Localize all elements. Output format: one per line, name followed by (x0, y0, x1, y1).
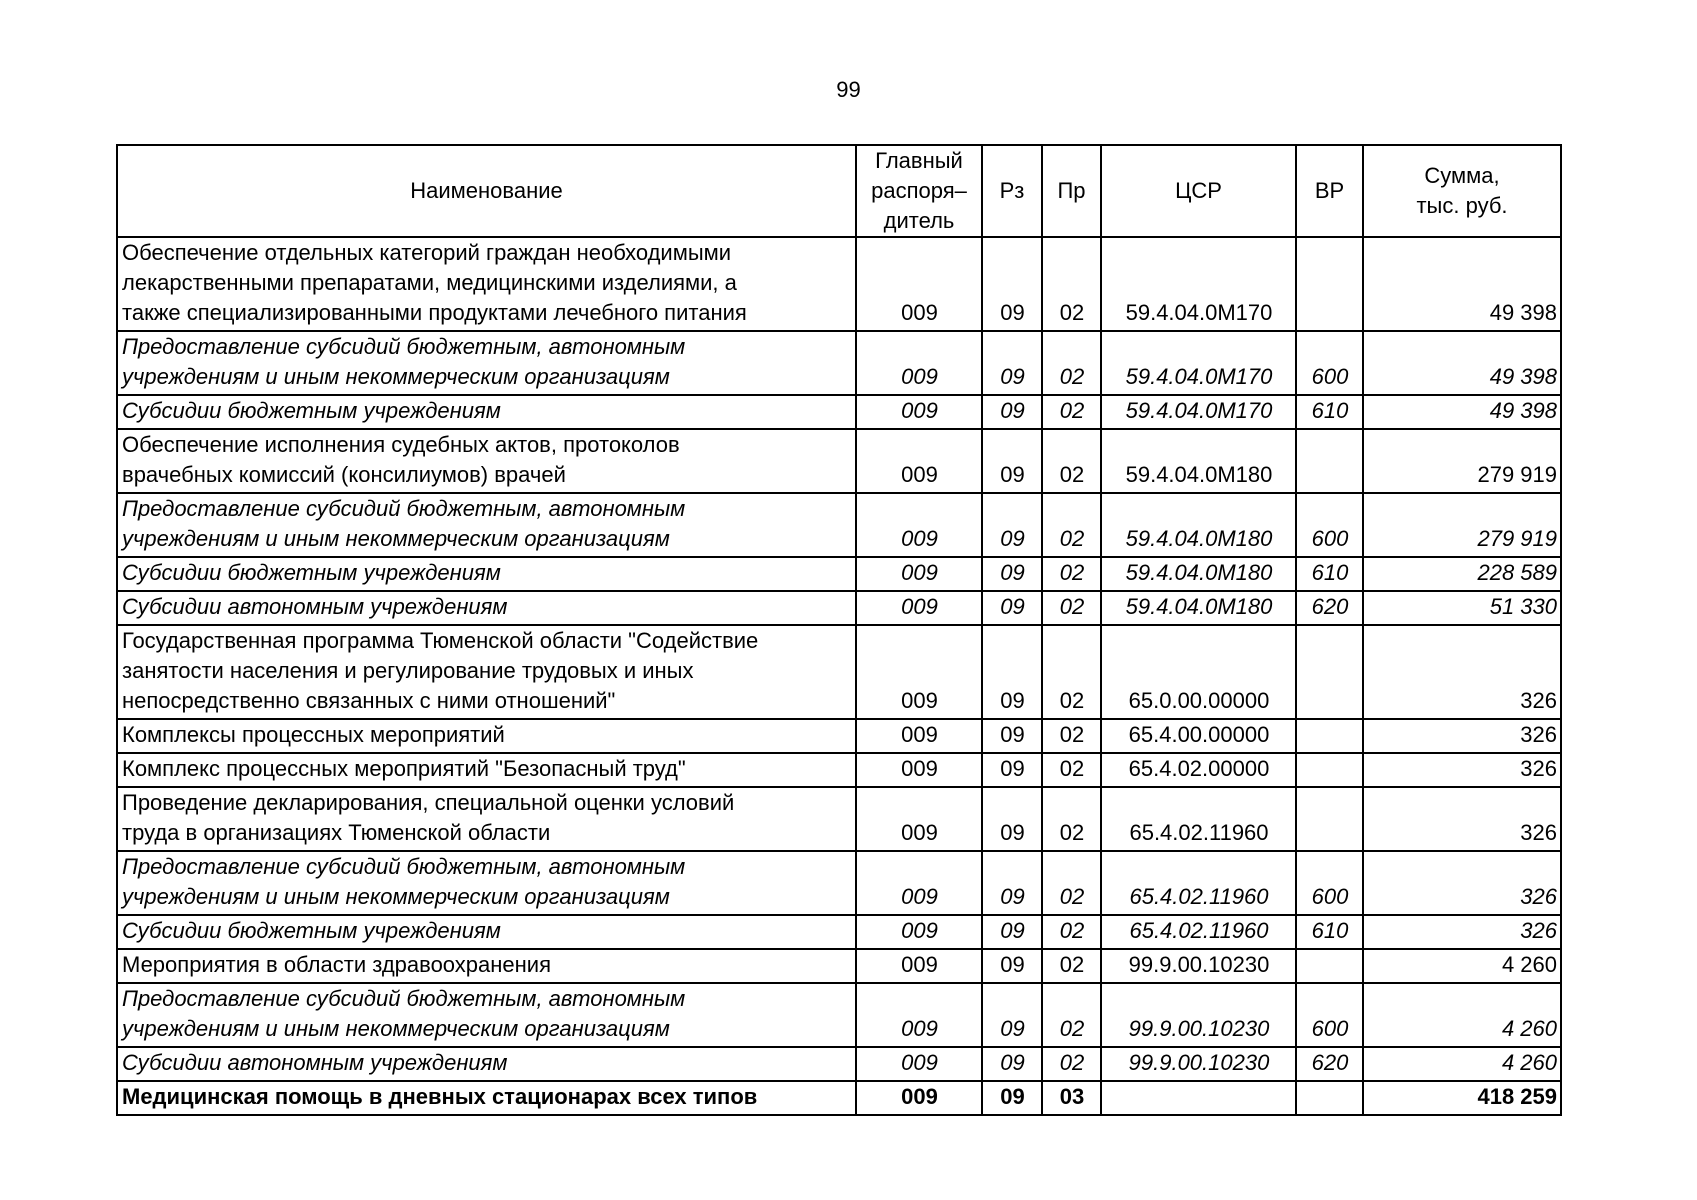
cell-subsection: 02 (1042, 493, 1101, 557)
cell-chief-manager: 009 (856, 237, 982, 331)
cell-amount: 49 398 (1363, 331, 1561, 395)
cell-chief-manager: 009 (856, 1081, 982, 1115)
cell-name (117, 237, 856, 331)
cell-name-line: Комплексы процессных мероприятий (122, 722, 505, 747)
cell-target-article: 59.4.04.0М170 (1101, 237, 1296, 331)
cell-amount: 49 398 (1363, 237, 1561, 331)
cell-name-line: Медицинская помощь в дневных стационарах всех типов (122, 1084, 758, 1109)
cell-amount: 326 (1363, 787, 1561, 851)
cell-target-article (1101, 1081, 1296, 1115)
cell-expense-type: 600 (1296, 983, 1363, 1047)
cell-target-article: 65.4.02.11960 (1101, 851, 1296, 915)
table-row (117, 787, 1561, 851)
cell-name-line: врачебных комиссий (консилиумов) врачей (122, 462, 566, 487)
cell-name-line: труда в организациях Тюменской области (122, 820, 551, 845)
table-row (117, 1047, 1561, 1081)
table-row (117, 983, 1561, 1047)
cell-name (117, 557, 856, 591)
cell-target-article: 59.4.04.0М180 (1101, 429, 1296, 493)
cell-expense-type (1296, 429, 1363, 493)
cell-expense-type (1296, 753, 1363, 787)
cell-section: 09 (982, 625, 1042, 719)
header-amount-line: Сумма, (1424, 163, 1500, 188)
cell-name-line: Мероприятия в области здравоохранения (122, 952, 551, 977)
cell-expense-type (1296, 1081, 1363, 1115)
cell-chief-manager: 009 (856, 851, 982, 915)
cell-expense-type (1296, 237, 1363, 331)
cell-amount: 279 919 (1363, 493, 1561, 557)
cell-name (117, 1081, 856, 1115)
cell-target-article: 59.4.04.0М170 (1101, 331, 1296, 395)
cell-expense-type (1296, 787, 1363, 851)
cell-target-article: 65.4.02.11960 (1101, 915, 1296, 949)
cell-chief-manager: 009 (856, 331, 982, 395)
header-chief-manager-line: дитель (883, 208, 955, 233)
cell-section: 09 (982, 493, 1042, 557)
cell-subsection: 02 (1042, 851, 1101, 915)
table-row (117, 1081, 1561, 1115)
cell-expense-type (1296, 625, 1363, 719)
table-row (117, 591, 1561, 625)
header-expense-type: ВР (1296, 145, 1363, 237)
cell-target-article: 99.9.00.10230 (1101, 949, 1296, 983)
cell-name-line: учреждениям и иным некоммерческим организациям (122, 526, 670, 551)
cell-expense-type (1296, 949, 1363, 983)
cell-subsection: 02 (1042, 1047, 1101, 1081)
cell-name-line: Субсидии автономным учреждениям (122, 594, 508, 619)
cell-target-article: 59.4.04.0М180 (1101, 591, 1296, 625)
cell-name-line: также специализированными продуктами лечебного питания (122, 300, 747, 325)
cell-name-line: Субсидии бюджетным учреждениям (122, 918, 501, 943)
cell-amount: 418 259 (1363, 1081, 1561, 1115)
cell-name-line: Субсидии автономным учреждениям (122, 1050, 508, 1075)
table-row (117, 429, 1561, 493)
cell-expense-type: 620 (1296, 1047, 1363, 1081)
header-chief-manager (856, 145, 982, 237)
cell-section: 09 (982, 719, 1042, 753)
cell-section: 09 (982, 753, 1042, 787)
header-target-article: ЦСР (1101, 145, 1296, 237)
cell-name (117, 753, 856, 787)
cell-section: 09 (982, 331, 1042, 395)
cell-expense-type: 610 (1296, 395, 1363, 429)
cell-target-article: 65.4.00.00000 (1101, 719, 1296, 753)
cell-name-line: непосредственно связанных с ними отношений" (122, 688, 616, 713)
header-subsection: Пр (1042, 145, 1101, 237)
table-row (117, 493, 1561, 557)
cell-chief-manager: 009 (856, 949, 982, 983)
cell-section: 09 (982, 429, 1042, 493)
cell-section: 09 (982, 1047, 1042, 1081)
cell-target-article: 65.0.00.00000 (1101, 625, 1296, 719)
cell-section: 09 (982, 915, 1042, 949)
cell-section: 09 (982, 949, 1042, 983)
cell-expense-type: 620 (1296, 591, 1363, 625)
page-number: 99 (836, 77, 861, 102)
cell-name-line: Обеспечение отдельных категорий граждан необходимыми (122, 240, 732, 265)
cell-subsection: 02 (1042, 983, 1101, 1047)
table-row (117, 719, 1561, 753)
cell-amount: 279 919 (1363, 429, 1561, 493)
cell-amount: 4 260 (1363, 983, 1561, 1047)
cell-subsection: 02 (1042, 787, 1101, 851)
cell-expense-type (1296, 719, 1363, 753)
cell-subsection: 02 (1042, 591, 1101, 625)
cell-amount: 49 398 (1363, 395, 1561, 429)
cell-section: 09 (982, 851, 1042, 915)
cell-name (117, 949, 856, 983)
cell-chief-manager: 009 (856, 625, 982, 719)
cell-name-line: Государственная программа Тюменской области "Содействие (122, 628, 759, 653)
cell-name-line: Предоставление субсидий бюджетным, автономным (122, 496, 686, 521)
cell-amount: 4 260 (1363, 1047, 1561, 1081)
cell-target-article: 59.4.04.0М180 (1101, 557, 1296, 591)
cell-amount: 326 (1363, 851, 1561, 915)
header-chief-manager-line: Главный (875, 148, 963, 173)
cell-name (117, 983, 856, 1047)
cell-target-article: 99.9.00.10230 (1101, 983, 1296, 1047)
cell-subsection: 02 (1042, 237, 1101, 331)
cell-chief-manager: 009 (856, 983, 982, 1047)
table-row (117, 557, 1561, 591)
cell-name (117, 851, 856, 915)
cell-chief-manager: 009 (856, 1047, 982, 1081)
cell-name-line: Субсидии бюджетным учреждениям (122, 398, 501, 423)
cell-expense-type: 610 (1296, 915, 1363, 949)
budget-table (116, 144, 1562, 1116)
cell-subsection: 02 (1042, 395, 1101, 429)
cell-target-article: 65.4.02.11960 (1101, 787, 1296, 851)
cell-chief-manager: 009 (856, 429, 982, 493)
cell-chief-manager: 009 (856, 787, 982, 851)
cell-amount: 228 589 (1363, 557, 1561, 591)
cell-name-line: Предоставление субсидий бюджетным, автономным (122, 334, 686, 359)
cell-amount: 4 260 (1363, 949, 1561, 983)
cell-name-line: учреждениям и иным некоммерческим организациям (122, 364, 670, 389)
cell-amount: 51 330 (1363, 591, 1561, 625)
cell-subsection: 02 (1042, 753, 1101, 787)
cell-section: 09 (982, 983, 1042, 1047)
cell-subsection: 02 (1042, 429, 1101, 493)
cell-chief-manager: 009 (856, 557, 982, 591)
cell-name (117, 493, 856, 557)
cell-target-article: 99.9.00.10230 (1101, 1047, 1296, 1081)
cell-name (117, 915, 856, 949)
cell-subsection: 02 (1042, 915, 1101, 949)
cell-target-article: 65.4.02.00000 (1101, 753, 1296, 787)
cell-name-line: Обеспечение исполнения судебных актов, протоколов (122, 432, 680, 457)
header-amount (1363, 145, 1561, 237)
table-row (117, 949, 1561, 983)
table-row (117, 851, 1561, 915)
cell-name (117, 429, 856, 493)
cell-section: 09 (982, 591, 1042, 625)
cell-name-line: Комплекс процессных мероприятий "Безопасный труд" (122, 756, 686, 781)
header-section: Рз (982, 145, 1042, 237)
cell-name (117, 787, 856, 851)
cell-name-line: Предоставление субсидий бюджетным, автономным (122, 986, 686, 1011)
cell-expense-type: 600 (1296, 331, 1363, 395)
table-row (117, 331, 1561, 395)
cell-subsection: 02 (1042, 949, 1101, 983)
cell-name (117, 331, 856, 395)
cell-section: 09 (982, 1081, 1042, 1115)
cell-section: 09 (982, 787, 1042, 851)
header-chief-manager-line: распоря– (871, 178, 967, 203)
cell-chief-manager: 009 (856, 493, 982, 557)
cell-name (117, 1047, 856, 1081)
cell-section: 09 (982, 237, 1042, 331)
table-row (117, 915, 1561, 949)
cell-amount: 326 (1363, 625, 1561, 719)
cell-name (117, 395, 856, 429)
cell-name-line: Субсидии бюджетным учреждениям (122, 560, 501, 585)
cell-chief-manager: 009 (856, 753, 982, 787)
cell-chief-manager: 009 (856, 915, 982, 949)
header-name: Наименование (117, 145, 856, 237)
cell-target-article: 59.4.04.0М180 (1101, 493, 1296, 557)
cell-subsection: 02 (1042, 719, 1101, 753)
cell-subsection: 02 (1042, 331, 1101, 395)
cell-chief-manager: 009 (856, 719, 982, 753)
cell-amount: 326 (1363, 753, 1561, 787)
table-row (117, 753, 1561, 787)
cell-target-article: 59.4.04.0М170 (1101, 395, 1296, 429)
cell-name-line: Проведение декларирования, специальной оценки условий (122, 790, 735, 815)
cell-subsection: 02 (1042, 625, 1101, 719)
cell-name-line: учреждениям и иным некоммерческим организациям (122, 884, 670, 909)
cell-name-line: занятости населения и регулирование трудовых и иных (122, 658, 694, 683)
cell-name-line: лекарственными препаратами, медицинскими изделиями, а (122, 270, 737, 295)
cell-name (117, 719, 856, 753)
cell-subsection: 02 (1042, 557, 1101, 591)
cell-name-line: Предоставление субсидий бюджетным, автономным (122, 854, 686, 879)
cell-section: 09 (982, 557, 1042, 591)
cell-name (117, 591, 856, 625)
header-amount-line: тыс. руб. (1416, 193, 1508, 218)
cell-amount: 326 (1363, 915, 1561, 949)
cell-chief-manager: 009 (856, 395, 982, 429)
cell-name (117, 625, 856, 719)
cell-section: 09 (982, 395, 1042, 429)
cell-subsection: 03 (1042, 1081, 1101, 1115)
table-row (117, 395, 1561, 429)
cell-expense-type: 600 (1296, 851, 1363, 915)
cell-expense-type: 610 (1296, 557, 1363, 591)
table-body (117, 237, 1561, 1115)
table-row (117, 237, 1561, 331)
table-row (117, 625, 1561, 719)
table-header-row (117, 145, 1561, 237)
cell-name-line: учреждениям и иным некоммерческим организациям (122, 1016, 670, 1041)
cell-amount: 326 (1363, 719, 1561, 753)
cell-expense-type: 600 (1296, 493, 1363, 557)
cell-chief-manager: 009 (856, 591, 982, 625)
